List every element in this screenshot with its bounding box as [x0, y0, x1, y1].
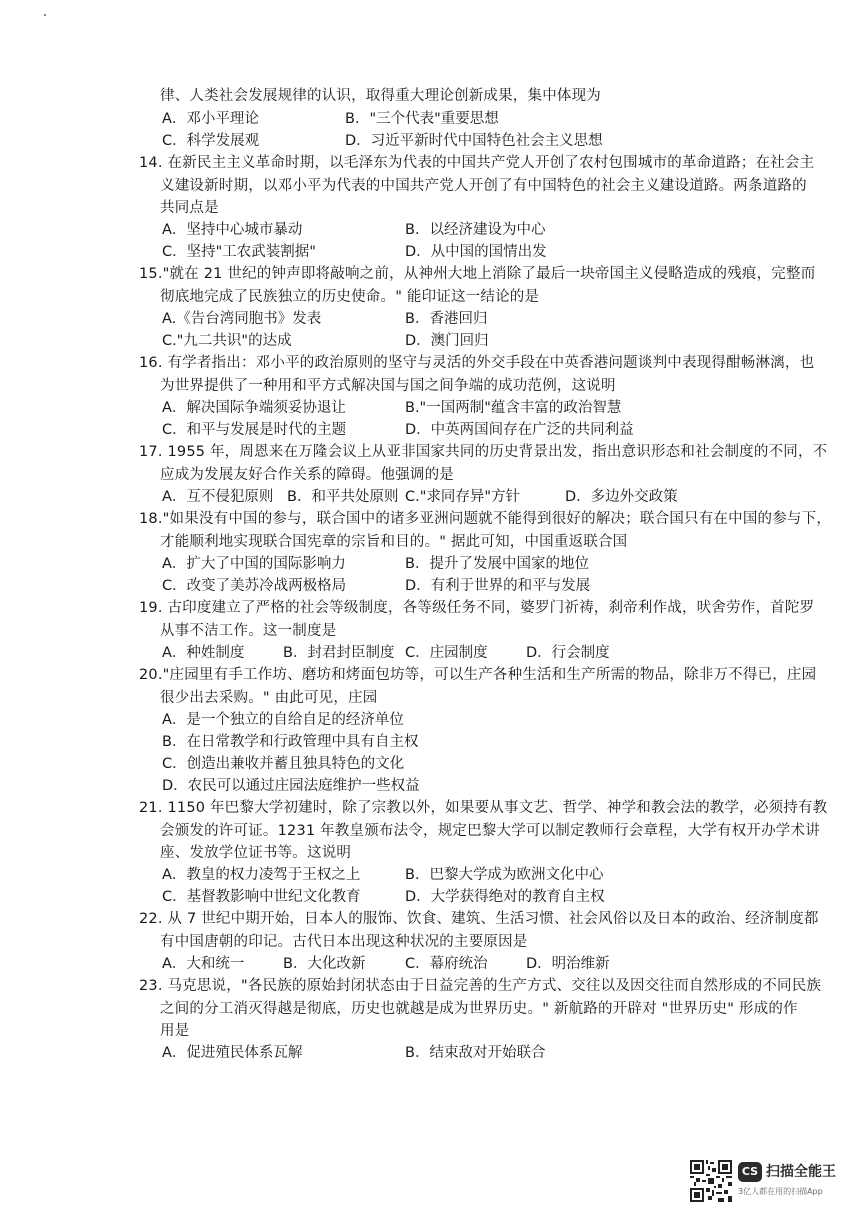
q23-stem-line: 之间的分工消灭得越是彻底，历史也就越是成为世界历史。" 新航路的开辟对 "世界历史" 形成的作 — [160, 1001, 798, 1017]
q19-stem-line: 从事不洁工作。这一制度是 — [160, 623, 337, 639]
q22-option-b: B．大化改新 — [283, 956, 366, 972]
q17-stem-line: 17. 1955 年，周恩来在万隆会议上从亚非国家共同的历史背景出发，指出意识形态和社会制度的不同，不 — [139, 444, 828, 460]
q15-option-b: B．香港回归 — [405, 311, 488, 327]
q23-stem-line: 23. 马克思说，"各民族的原始封闭状态由于日益完善的生产方式、交往以及因交往而自然形成的不同民族 — [139, 978, 822, 994]
q16-option-c: C．和平与发展是时代的主题 — [162, 422, 347, 438]
q18-stem-line: 才能顺利地实现联合国宪章的宗旨和目的。" 据此可知，中国重返联合国 — [160, 534, 628, 550]
q16-option-b: B."一国两制"蕴含丰富的政治智慧 — [405, 400, 622, 416]
scanner-watermark — [690, 1160, 840, 1205]
watermark-brand: 扫描全能王 — [766, 1164, 836, 1180]
q18-option-a: A．扩大了中国的国际影响力 — [162, 556, 346, 572]
q14-option-b: B．以经济建设为中心 — [405, 222, 546, 238]
q15-stem-line: 15."就在 21 世纪的钟声即将敲响之前，从神州大地上消除了最后一块帝国主义侵略造成的残痕，完整而 — [139, 266, 816, 282]
q19-option-d: D．行会制度 — [526, 645, 610, 661]
q13-option-b: B．"三个代表"重要思想 — [345, 111, 499, 127]
q16-stem-line: 16. 有学者指出：邓小平的政治原则的坚守与灵活的外交手段在中英香港问题谈判中表现得酣畅淋漓，也 — [139, 355, 815, 371]
q21-option-a: A．教皇的权力凌驾于王权之上 — [162, 867, 361, 883]
q16-option-d: D．中英两国间存在广泛的共同利益 — [405, 422, 634, 438]
q14-option-d: D．从中国的国情出发 — [405, 244, 547, 260]
q20-option-d: D．农民可以通过庄园法庭维护一些权益 — [162, 778, 420, 794]
q14-option-a: A．坚持中心城市暴动 — [162, 222, 303, 238]
q15-option-d: D．澳门回归 — [405, 333, 489, 349]
q20-option-b: B．在日常教学和行政管理中具有自主权 — [162, 734, 419, 750]
q21-stem-line: 会颁发的许可证。1231 年教皇颁布法令，规定巴黎大学可以制定教师行会章程，大学有权开办学术讲 — [160, 823, 820, 839]
q19-option-a: A．种姓制度 — [162, 645, 245, 661]
q23-option-a: A．促进殖民体系瓦解 — [162, 1045, 303, 1061]
q15-option-a: A.《告台湾同胞书》发表 — [162, 311, 322, 327]
q13-stem-line: 律、人类社会发展规律的认识，取得重大理论创新成果，集中体现为 — [160, 88, 601, 104]
q23-option-b: B．结束敌对开始联合 — [405, 1045, 546, 1061]
q20-option-a: A．是一个独立的自给自足的经济单位 — [162, 712, 404, 728]
q22-stem-line: 22. 从 7 世纪中期开始，日本人的服饰、饮食、建筑、生活习惯、社会风俗以及日本的政治、经济制度都 — [139, 911, 819, 927]
q17-option-d: D．多边外交政策 — [565, 489, 678, 505]
q13-option-a: A．邓小平理论 — [162, 111, 259, 127]
q19-option-b: B．封君封臣制度 — [283, 645, 395, 661]
q17-option-c: C."求同存异"方针 — [405, 489, 521, 505]
qr-code-icon — [690, 1160, 732, 1202]
q19-option-c: C．庄园制度 — [405, 645, 488, 661]
q18-option-b: B．提升了发展中国家的地位 — [405, 556, 589, 572]
q18-option-d: D．有利于世界的和平与发展 — [405, 578, 591, 594]
q18-stem-line: 18."如果没有中国的参与，联合国中的诸多亚洲问题就不能得到很好的解决；联合国只有在中国的参与下， — [139, 511, 832, 527]
q18-option-c: C．改变了美苏冷战两极格局 — [162, 578, 347, 594]
watermark-slogan: 3亿人都在用的扫描App — [738, 1187, 823, 1196]
q20-stem-line: 很少出去采购。" 由此可见，庄园 — [160, 690, 378, 706]
q13-option-d: D．习近平新时代中国特色社会主义思想 — [345, 133, 603, 149]
q17-option-b: B．和平共处原则 — [287, 489, 399, 505]
q17-stem-line: 应成为发展友好合作关系的障碍。他强调的是 — [160, 467, 454, 483]
q17-option-a: A．互不侵犯原则 — [162, 489, 274, 505]
q15-option-c: C."九二共识"的达成 — [162, 333, 292, 349]
q21-option-b: B．巴黎大学成为欧洲文化中心 — [405, 867, 604, 883]
q19-stem-line: 19. 古印度建立了严格的社会等级制度，各等级任务不同，婆罗门祈祷，刹帝利作战，吠舍劳作，首陀罗 — [139, 600, 815, 616]
q21-stem-line: 座、发放学位证书等。这说明 — [160, 845, 352, 861]
q20-option-c: C．创造出兼收并蓄且独具特色的文化 — [162, 756, 405, 772]
q14-stem-line: 共同点是 — [160, 200, 219, 216]
q21-stem-line: 21. 1150 年巴黎大学初建时，除了宗教以外，如果要从事文艺、哲学、神学和教会法的教学，必须持有教 — [139, 800, 828, 816]
q22-option-c: C．幕府统治 — [405, 956, 488, 972]
q21-option-d: D．大学获得绝对的教育自主权 — [405, 889, 605, 905]
q22-option-d: D．明治维新 — [526, 956, 610, 972]
q21-option-c: C．基督教影响中世纪文化教育 — [162, 889, 361, 905]
q22-option-a: A．大和统一 — [162, 956, 245, 972]
q14-option-c: C．坚持"工农武装割据" — [162, 244, 316, 260]
q20-stem-line: 20."庄园里有手工作坊、磨坊和烤面包坊等，可以生产各种生活和生产所需的物品，除非万不得已，庄园 — [139, 667, 817, 683]
q23-stem-line: 用是 — [160, 1023, 190, 1039]
q15-stem-line: 彻底地完成了民族独立的历史使命。" 能印证这一结论的是 — [160, 289, 540, 305]
scan-speck — [44, 14, 46, 16]
q14-stem-line: 义建设新时期，以邓小平为代表的中国共产党人开创了有中国特色的社会主义建设道路。两条道路的 — [160, 178, 807, 194]
q16-stem-line: 为世界提供了一种用和平方式解决国与国之间争端的成功范例，这说明 — [160, 378, 616, 394]
q14-stem-line: 14. 在新民主主义革命时期，以毛泽东为代表的中国共产党人开创了农村包围城市的革命道路；在社会主 — [139, 155, 815, 171]
q13-option-c: C．科学发展观 — [162, 133, 260, 149]
camscanner-logo: CS — [738, 1162, 762, 1182]
q22-stem-line: 有中国唐朝的印记。古代日本出现这种状况的主要原因是 — [160, 934, 528, 950]
q16-option-a: A．解决国际争端须妥协退让 — [162, 400, 346, 416]
